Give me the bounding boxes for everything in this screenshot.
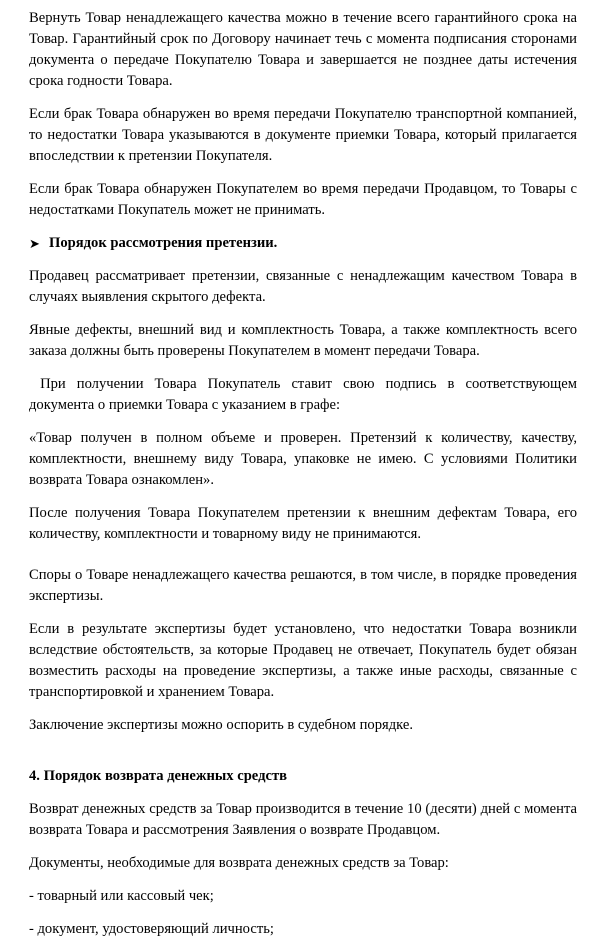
- paragraph-quote: «Товар получен в полном объеме и проверен. Претензий к количеству, качеству, комплектности, внешнему виду Товара, упаковке не имею. С условиями Политики возврата Товара ознакомлен».: [29, 430, 577, 488]
- document-page: [29, 8, 581, 952]
- refund-section-heading: 4. Порядок возврата денежных средств: [29, 768, 288, 784]
- claims-section-title-text: Порядок рассмотрения претензии.: [49, 235, 278, 251]
- list-item-identity-document: - документ, удостоверяющий личность;: [29, 921, 274, 937]
- paragraph-transport-defect: Если брак Товара обнаружен во время передачи Покупателю транспортной компанией, то недостатки Товара указываются в документе приемки Товара, который прилагается впоследствии к претензии Покупателя.: [29, 106, 577, 164]
- claims-section-title: [29, 233, 577, 254]
- paragraph-visible-defects: Явные дефекты, внешний вид и комплектность Товара, а также комплектность всего заказа должны быть проверены Покупателем в момент передачи Товара.: [29, 322, 577, 359]
- paragraph-hidden-defect: Продавец рассматривает претензии, связанные с ненадлежащим качеством Товара в случаях выявления скрытого дефекта.: [29, 268, 577, 305]
- paragraph-seller-defect: Если брак Товара обнаружен Покупателем во время передачи Продавцом, то Товары с недостатками Покупатель может не принимать.: [29, 181, 577, 218]
- list-item-receipt: - товарный или кассовый чек;: [29, 888, 214, 904]
- paragraph-warranty-period: Вернуть Товар ненадлежащего качества можно в течение всего гарантийного срока на Товар. Гарантийный срок по Договору начинает течь с момента подписания сторонами документа о передаче Покупателю Товара и завершается не позднее даты истечения срока годности Товара.: [29, 10, 577, 89]
- paragraph-refund-term: Возврат денежных средств за Товар производится в течение 10 (десяти) дней с момента возврата Товара и рассмотрения Заявления о возврате Продавцом.: [29, 801, 577, 838]
- paragraph-refund-documents: Документы, необходимые для возврата денежных средств за Товар:: [29, 855, 449, 871]
- paragraph-court: Заключение экспертизы можно оспорить в судебном порядке.: [29, 717, 414, 733]
- arrow-right-icon: ➤: [29, 236, 40, 251]
- paragraph-expertise-costs: Если в результате экспертизы будет установлено, что недостатки Товара возникли вследствие обстоятельств, за которые Продавец не отвечает, Покупатель будет обязан возместить расходы на проведение экспертизы, а также иные расходы, связанные с транспортировкой и хранением Товара.: [29, 621, 577, 700]
- paragraph-after-receipt: После получения Товара Покупателем претензии к внешним дефектам Товара, его количеству, комплектности и товарному виду не принимаются.: [29, 505, 577, 542]
- paragraph-signature: При получении Товара Покупатель ставит свою подпись в соответствующем документа о приемки Товара с указанием в графе:: [29, 376, 581, 413]
- paragraph-expertise: Споры о Товаре ненадлежащего качества решаются, в том числе, в порядке проведения экспертизы.: [29, 567, 577, 604]
